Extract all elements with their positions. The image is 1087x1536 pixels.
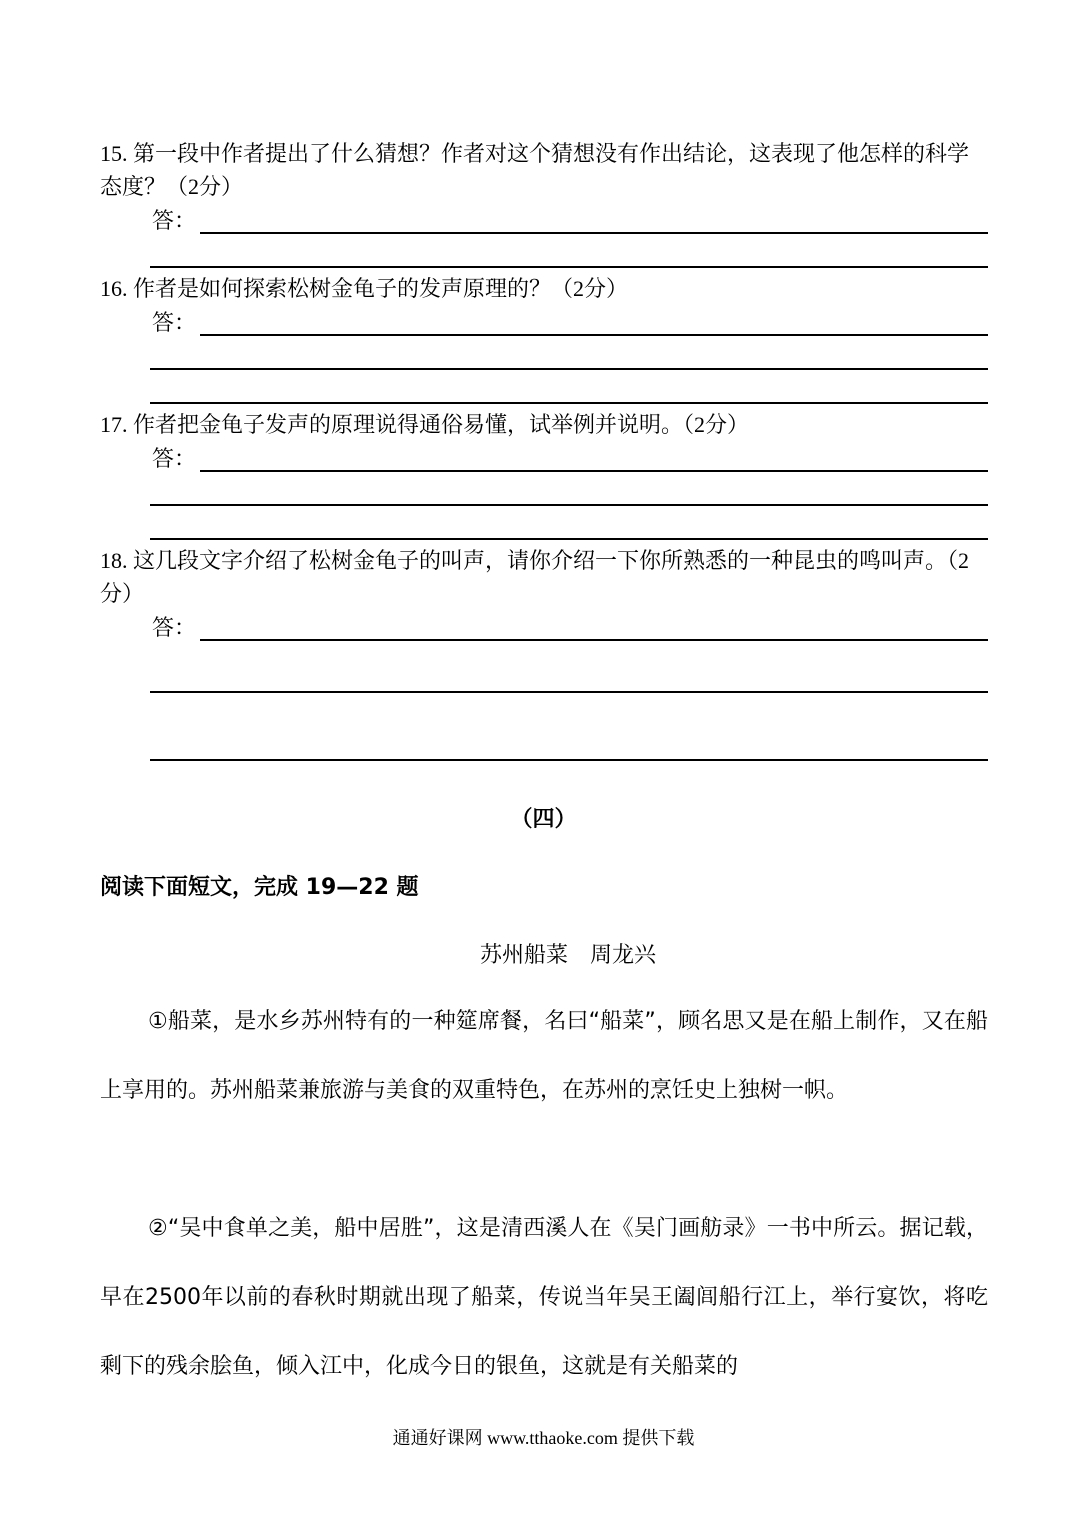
- answer-label-18: 答：: [152, 615, 197, 640]
- answer-line[interactable]: [150, 538, 988, 540]
- section-title: （四）: [510, 807, 577, 832]
- answer-line[interactable]: [150, 402, 988, 404]
- question-16: 16. 作者是如何探索松树金龟子的发声原理的？（2分）: [100, 276, 629, 301]
- question-18: 18. 这几段文字介绍了松树金龟子的叫声，请你介绍一下你所熟悉的一种昆虫的鸣叫声。（2分）: [100, 548, 970, 606]
- answer-line[interactable]: [200, 232, 988, 234]
- answer-label-16: 答：: [152, 310, 197, 335]
- answer-line[interactable]: [150, 759, 988, 761]
- article-title: 苏州船菜 周龙兴: [479, 943, 656, 968]
- answer-line[interactable]: [150, 691, 988, 693]
- answer-line[interactable]: [200, 470, 988, 472]
- article-paragraph-2: ②“吴中食单之美，船中居胜”，这是清西溪人在《吴门画舫录》一书中所云。据记载，早在2500年以前的春秋时期就出现了船菜，传说当年吴王阖闾船行江上，举行宴饮，将吃剩下的残余脍鱼，倾入江中，化成今日的银鱼，这就是有关船菜的: [100, 1216, 988, 1379]
- page-footer: 通通好课网 www.tthaoke.com 提供下载: [392, 1428, 695, 1448]
- question-15: 15. 第一段中作者提出了什么猜想？作者对这个猜想没有作出结论，这表现了他怎样的科学态度？（2分）: [100, 141, 970, 199]
- section-instruction: 阅读下面短文，完成 19—22 题: [100, 875, 419, 900]
- answer-line[interactable]: [200, 334, 988, 336]
- answer-label-15: 答：: [152, 208, 197, 233]
- answer-line[interactable]: [150, 368, 988, 370]
- answer-label-17: 答：: [152, 446, 197, 471]
- answer-line[interactable]: [200, 639, 988, 641]
- answer-line[interactable]: [150, 504, 988, 506]
- article-paragraph-1: ①船菜，是水乡苏州特有的一种筵席餐，名曰“船菜”，顾名思又是在船上制作，又在船上享用的。苏州船菜兼旅游与美食的双重特色，在苏州的烹饪史上独树一帜。: [100, 1009, 988, 1103]
- answer-line[interactable]: [150, 266, 988, 268]
- question-17: 17. 作者把金龟子发声的原理说得通俗易懂，试举例并说明。（2分）: [100, 412, 750, 437]
